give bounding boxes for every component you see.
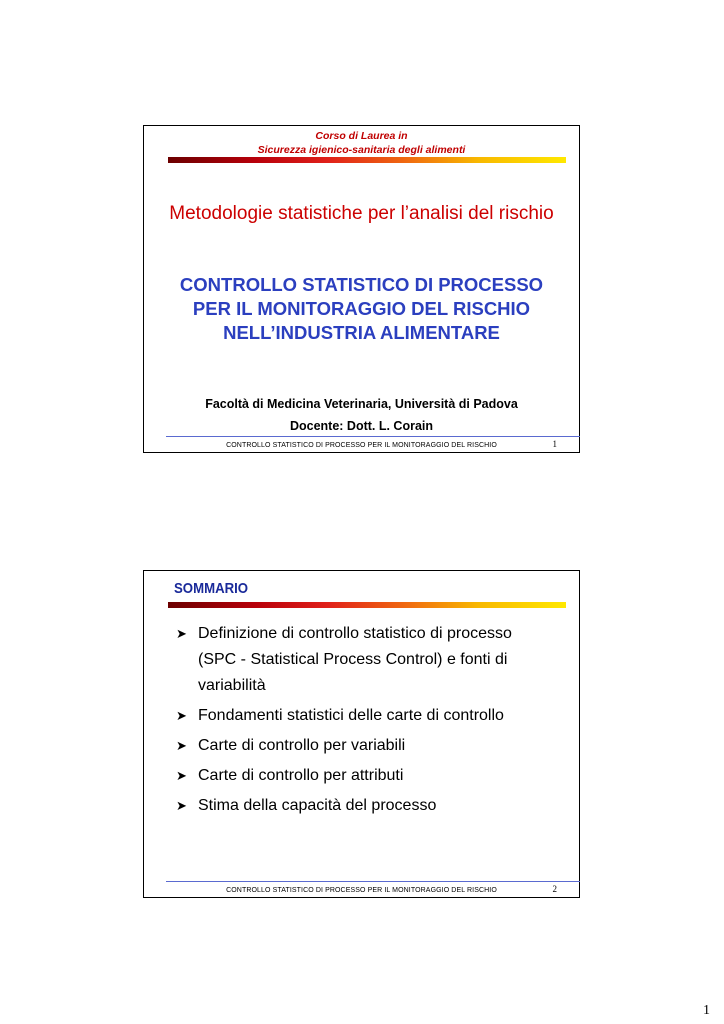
- course-header-line-1: Corso di Laurea in: [315, 130, 408, 142]
- slide-footer: CONTROLLO STATISTICO DI PROCESSO PER IL MONITORAGGIO DEL RISCHIO: [226, 887, 497, 894]
- list-item-text: Definizione di controllo statistico di processo: [198, 625, 512, 642]
- slide-main-title: [144, 273, 579, 345]
- arrow-bullet-icon: ➤: [176, 708, 187, 723]
- list-item-text: Stima della capacità del processo: [198, 797, 437, 814]
- list-item-text: Carte di controllo per attributi: [198, 767, 404, 784]
- list-item-text: Fondamenti statistici delle carte di controllo: [198, 707, 504, 724]
- list-item: [176, 703, 556, 729]
- footer-rule: [166, 436, 580, 437]
- title-line-3: NELL’INDUSTRIA ALIMENTARE: [223, 322, 500, 343]
- list-item: [176, 763, 556, 789]
- list-item: [176, 621, 556, 699]
- list-item-text: Carte di controllo per variabili: [198, 737, 406, 754]
- arrow-bullet-icon: ➤: [176, 626, 187, 641]
- summary-list: [176, 621, 556, 823]
- course-header-line-2: Sicurezza igienico-sanitaria degli alimenti: [257, 144, 466, 156]
- slide-number: 1: [552, 439, 557, 449]
- list-item: [176, 733, 556, 759]
- footer-rule: [166, 881, 580, 882]
- list-item-text: (SPC - Statistical Process Control) e fonti di: [198, 651, 508, 668]
- title-line-1: CONTROLLO STATISTICO DI PROCESSO: [179, 274, 544, 295]
- slide-subtitle: Metodologie statistiche per l’analisi del rischio: [169, 203, 554, 224]
- list-item-text: variabilità: [198, 677, 266, 694]
- title-line-2: PER IL MONITORAGGIO DEL RISCHIO: [192, 298, 531, 319]
- slide-1: [143, 125, 580, 453]
- section-title: SOMMARIO: [174, 580, 249, 597]
- arrow-bullet-icon: ➤: [176, 798, 187, 813]
- list-item: [176, 793, 556, 819]
- slide-footer: CONTROLLO STATISTICO DI PROCESSO PER IL MONITORAGGIO DEL RISCHIO: [226, 442, 497, 449]
- arrow-bullet-icon: ➤: [176, 768, 187, 783]
- slide-number: 2: [552, 884, 557, 894]
- header-gradient-bar: [168, 157, 566, 163]
- teacher-line: Docente: Dott. L. Corain: [289, 419, 434, 433]
- faculty-line: Facoltà di Medicina Veterinaria, Università di Padova: [205, 397, 518, 411]
- slide-2: [143, 570, 580, 898]
- page-number: 1: [703, 1003, 710, 1018]
- arrow-bullet-icon: ➤: [176, 738, 187, 753]
- header-gradient-bar: [168, 602, 566, 608]
